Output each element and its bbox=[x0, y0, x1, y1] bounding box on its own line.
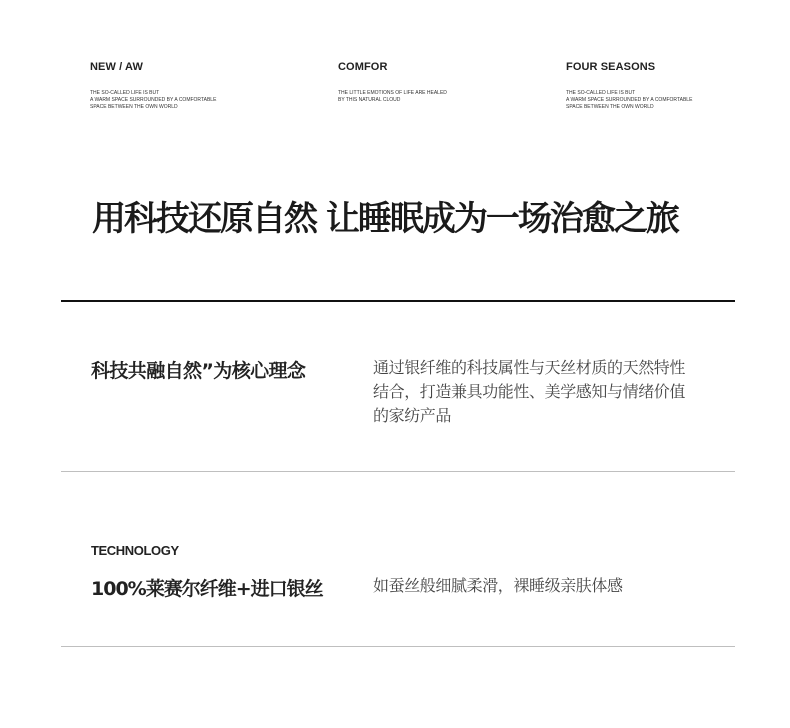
column-new-aw bbox=[90, 60, 290, 111]
column-title: COMFOR bbox=[338, 61, 388, 73]
feature-desc-line: 结合，打造兼具功能性、美学感知与情绪价值 bbox=[373, 382, 686, 401]
column-line: SPACE BETWEEN THE OWN WORLD bbox=[566, 104, 654, 110]
column-line: SPACE BETWEEN THE OWN WORLD bbox=[90, 104, 178, 110]
column-line: THE LITTLE EMOTIONS OF LIFE ARE HEALED bbox=[338, 90, 447, 96]
page-headline: 用科技还原自然 让睡眠成为一场治愈之旅 bbox=[92, 199, 678, 239]
feature-desc-line: 通过银纤维的科技属性与天丝材质的天然特性 bbox=[373, 358, 686, 377]
feature-title-core-concept: 科技共融自然”为核心理念 bbox=[91, 360, 306, 382]
column-line: THE SO-CALLED LIFE IS BUT bbox=[90, 90, 160, 96]
column-line: A WARM SPACE SURROUNDED BY A COMFORTABLE bbox=[566, 97, 693, 103]
column-line: A WARM SPACE SURROUNDED BY A COMFORTABLE bbox=[90, 97, 217, 103]
column-line: BY THIS NATURAL CLOUD bbox=[338, 97, 401, 103]
section-divider-thick bbox=[61, 300, 735, 302]
feature-title-material: 100%莱赛尔纤维+进口银丝 bbox=[91, 578, 323, 600]
column-comfor bbox=[338, 60, 538, 104]
column-description bbox=[566, 90, 766, 111]
technology-label: TECHNOLOGY bbox=[91, 543, 179, 558]
column-title: FOUR SEASONS bbox=[566, 61, 656, 73]
feature-description-material bbox=[373, 574, 745, 598]
column-description bbox=[338, 90, 538, 104]
column-four-seasons bbox=[566, 60, 766, 111]
feature-desc-line: 如蚕丝般细腻柔滑，裸睡级亲肤体感 bbox=[373, 576, 623, 595]
feature-desc-line: 的家纺产品 bbox=[373, 406, 452, 425]
column-title: NEW / AW bbox=[90, 61, 143, 73]
section-divider bbox=[61, 471, 735, 472]
section-divider bbox=[61, 646, 735, 647]
column-line: THE SO-CALLED LIFE IS BUT bbox=[566, 90, 636, 96]
column-description bbox=[90, 90, 290, 111]
feature-description-core-concept bbox=[373, 356, 745, 428]
